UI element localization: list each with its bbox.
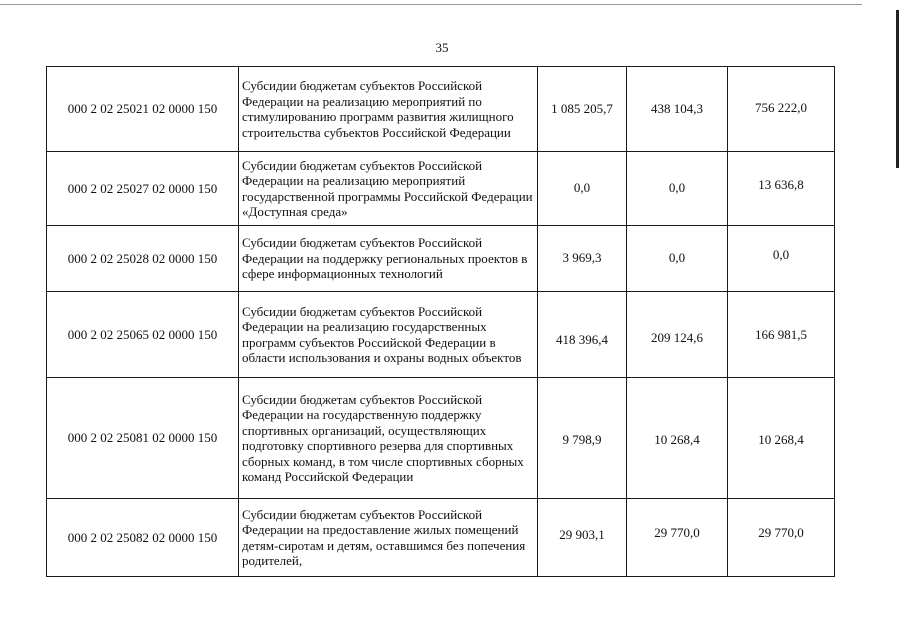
- value-cell-3: [728, 499, 835, 577]
- budget-code-cell: 000 2 02 25065 02 0000 150: [47, 292, 239, 378]
- value-cell-1: [538, 499, 627, 577]
- value-1: 1 085 205,7: [551, 101, 613, 116]
- table-row: [47, 292, 835, 378]
- value-1: 29 903,1: [559, 527, 605, 542]
- value-cell-3: [728, 378, 835, 499]
- value-3: 166 981,5: [755, 327, 807, 342]
- value-cell-1: [538, 292, 627, 378]
- value-cell-2: [627, 67, 728, 152]
- value-cell-2: [627, 292, 728, 378]
- value-cell-2: [627, 378, 728, 499]
- value-2: 0,0: [668, 250, 686, 265]
- value-cell-3: [728, 67, 835, 152]
- value-3: 29 770,0: [758, 525, 804, 540]
- description-cell: Субсидии бюджетам субъектов Российской Федерации на реализацию мероприятий государственной программы Российской Федерации «Доступная среда»: [239, 152, 538, 226]
- value-2: 0,0: [668, 180, 686, 195]
- value-cell-2: [627, 226, 728, 292]
- description-cell: Субсидии бюджетам субъектов Российской Федерации на государственную поддержку спортивных организаций, осуществляющих подготовку спортивного резерва для спортивных сборных команд, в том числе спортивных сборных команд Российской Федерации: [239, 378, 538, 499]
- value-3: 10 268,4: [758, 432, 804, 447]
- budget-code-cell: 000 2 02 25081 02 0000 150: [47, 378, 239, 499]
- value-cell-2: [627, 152, 728, 226]
- budget-table: [46, 66, 835, 577]
- value-2: 209 124,6: [651, 330, 703, 345]
- value-cell-3: [728, 152, 835, 226]
- description-cell: Субсидии бюджетам субъектов Российской Федерации на поддержку региональных проектов в сфере информационных технологий: [239, 226, 538, 292]
- budget-code-cell: 000 2 02 25028 02 0000 150: [47, 226, 239, 292]
- value-3: 0,0: [772, 247, 790, 262]
- table-row: [47, 67, 835, 152]
- value-cell-1: [538, 67, 627, 152]
- budget-code-cell: 000 2 02 25082 02 0000 150: [47, 499, 239, 577]
- value-1: 418 396,4: [556, 332, 608, 347]
- description-cell: Субсидии бюджетам субъектов Российской Федерации на реализацию мероприятий по стимулированию программ развития жилищного строительства субъектов Российской Федерации: [239, 67, 538, 152]
- value-cell-1: [538, 152, 627, 226]
- value-2: 438 104,3: [651, 101, 703, 116]
- budget-code-cell: 000 2 02 25021 02 0000 150: [47, 67, 239, 152]
- description-cell: Субсидии бюджетам субъектов Российской Федерации на предоставление жилых помещений детям-сиротам и детям, оставшимся без попечения родителей,: [239, 499, 538, 577]
- value-cell-3: [728, 292, 835, 378]
- value-cell-2: [627, 499, 728, 577]
- table-row: [47, 226, 835, 292]
- scan-edge-mark: [896, 10, 899, 168]
- value-cell-1: [538, 226, 627, 292]
- table-row: [47, 152, 835, 226]
- value-1: 9 798,9: [562, 432, 602, 447]
- value-3: 756 222,0: [755, 100, 807, 115]
- table-row: [47, 499, 835, 577]
- value-cell-3: [728, 226, 835, 292]
- top-rule: [0, 4, 862, 5]
- page-number: 35: [435, 40, 449, 55]
- description-cell: Субсидии бюджетам субъектов Российской Федерации на реализацию государственных программ субъектов Российской Федерации в области использования и охраны водных объектов: [239, 292, 538, 378]
- table-row: [47, 378, 835, 499]
- value-2: 29 770,0: [654, 525, 700, 540]
- value-cell-1: [538, 378, 627, 499]
- budget-code-cell: 000 2 02 25027 02 0000 150: [47, 152, 239, 226]
- value-3: 13 636,8: [758, 177, 804, 192]
- value-1: 0,0: [573, 180, 591, 195]
- value-1: 3 969,3: [562, 250, 602, 265]
- value-2: 10 268,4: [654, 432, 700, 447]
